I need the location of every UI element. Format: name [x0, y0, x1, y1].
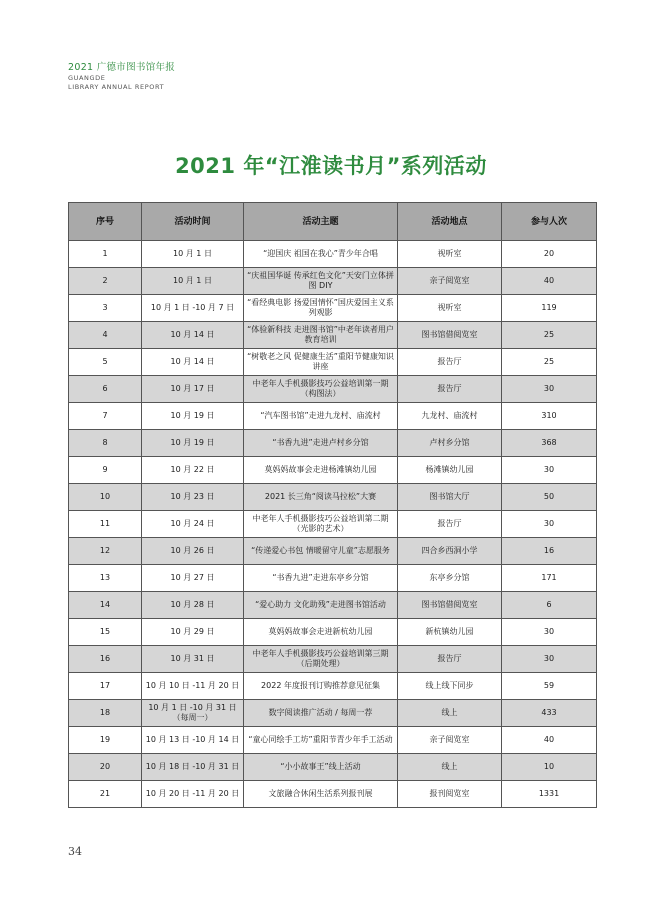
cell-count: 30 [502, 457, 597, 484]
cell-count: 30 [502, 646, 597, 673]
cell-count: 59 [502, 673, 597, 700]
cell-place: 亲子阅览室 [398, 727, 502, 754]
cell-count: 25 [502, 349, 597, 376]
cell-time: 10 月 24 日 [142, 511, 244, 538]
cell-count: 310 [502, 403, 597, 430]
cell-theme: 文旅融合休闲生活系列报刊展 [244, 781, 398, 808]
cell-place: 九龙村、庙流村 [398, 403, 502, 430]
cell-number: 11 [69, 511, 142, 538]
cell-theme: 中老年人手机摄影技巧公益培训第三期（后期处理） [244, 646, 398, 673]
cell-number: 8 [69, 430, 142, 457]
cell-place: 视听室 [398, 295, 502, 322]
cell-place: 新杭镇幼儿园 [398, 619, 502, 646]
cell-place: 报告厅 [398, 349, 502, 376]
cell-number: 5 [69, 349, 142, 376]
cell-time: 10 月 20 日 -11 月 20 日 [142, 781, 244, 808]
table-row [69, 295, 597, 322]
cell-place: 亲子阅览室 [398, 268, 502, 295]
cell-number: 19 [69, 727, 142, 754]
activities-table [68, 202, 597, 808]
cell-number: 3 [69, 295, 142, 322]
table-row [69, 619, 597, 646]
cell-theme: 数字阅读推广活动 / 每周一荐 [244, 700, 398, 727]
cell-count: 40 [502, 727, 597, 754]
cell-count: 119 [502, 295, 597, 322]
cell-theme: “传递爱心书包 情暖留守儿童”志愿服务 [244, 538, 398, 565]
table-row [69, 511, 597, 538]
cell-number: 18 [69, 700, 142, 727]
cell-number: 20 [69, 754, 142, 781]
column-header-time: 活动时间 [142, 203, 244, 241]
cell-theme: 中老年人手机摄影技巧公益培训第一期（构图法） [244, 376, 398, 403]
cell-count: 50 [502, 484, 597, 511]
cell-number: 2 [69, 268, 142, 295]
cell-time: 10 月 10 日 -11 月 20 日 [142, 673, 244, 700]
cell-time: 10 月 19 日 [142, 403, 244, 430]
cell-time: 10 月 1 日 [142, 241, 244, 268]
cell-number: 1 [69, 241, 142, 268]
cell-place: 图书馆大厅 [398, 484, 502, 511]
table-row [69, 673, 597, 700]
cell-time: 10 月 13 日 -10 月 14 日 [142, 727, 244, 754]
table-row [69, 538, 597, 565]
cell-number: 17 [69, 673, 142, 700]
cell-theme: “汽车图书馆”走进九龙村、庙流村 [244, 403, 398, 430]
cell-time: 10 月 14 日 [142, 349, 244, 376]
cell-time: 10 月 23 日 [142, 484, 244, 511]
cell-place: 图书馆借阅览室 [398, 592, 502, 619]
cell-place: 图书馆借阅览室 [398, 322, 502, 349]
report-subtitle-line1: GUANGDE [68, 74, 106, 82]
cell-place: 报告厅 [398, 646, 502, 673]
column-header-number: 序号 [69, 203, 142, 241]
table-row [69, 727, 597, 754]
table-row [69, 403, 597, 430]
cell-place: 四合乡西洞小学 [398, 538, 502, 565]
table-row [69, 754, 597, 781]
table-header-row [69, 203, 597, 241]
cell-theme: 2021 长三角“阅读马拉松”大赛 [244, 484, 398, 511]
cell-count: 30 [502, 619, 597, 646]
cell-number: 13 [69, 565, 142, 592]
cell-number: 4 [69, 322, 142, 349]
cell-place: 杨滩镇幼儿园 [398, 457, 502, 484]
cell-number: 14 [69, 592, 142, 619]
cell-count: 1331 [502, 781, 597, 808]
table-row [69, 322, 597, 349]
cell-number: 10 [69, 484, 142, 511]
cell-count: 30 [502, 511, 597, 538]
cell-time: 10 月 18 日 -10 月 31 日 [142, 754, 244, 781]
table-row [69, 484, 597, 511]
cell-count: 20 [502, 241, 597, 268]
cell-time: 10 月 1 日 -10 月 31 日（每周一） [142, 700, 244, 727]
cell-count: 40 [502, 268, 597, 295]
cell-count: 368 [502, 430, 597, 457]
cell-time: 10 月 14 日 [142, 322, 244, 349]
cell-theme: “童心同绘手工坊”重阳节青少年手工活动 [244, 727, 398, 754]
cell-time: 10 月 22 日 [142, 457, 244, 484]
cell-theme: “树敬老之风 促健康生活”重阳节健康知识讲座 [244, 349, 398, 376]
cell-place: 东亭乡分馆 [398, 565, 502, 592]
table-row [69, 349, 597, 376]
table-row [69, 457, 597, 484]
cell-theme: 莫妈妈故事会走进杨滩镇幼儿园 [244, 457, 398, 484]
column-header-place: 活动地点 [398, 203, 502, 241]
cell-place: 报告厅 [398, 376, 502, 403]
cell-time: 10 月 31 日 [142, 646, 244, 673]
cell-count: 433 [502, 700, 597, 727]
cell-place: 报告厅 [398, 511, 502, 538]
cell-number: 7 [69, 403, 142, 430]
cell-theme: 莫妈妈故事会走进新杭幼儿园 [244, 619, 398, 646]
cell-place: 视听室 [398, 241, 502, 268]
page-number: 34 [68, 845, 82, 858]
cell-time: 10 月 1 日 -10 月 7 日 [142, 295, 244, 322]
cell-time: 10 月 17 日 [142, 376, 244, 403]
column-header-count: 参与人次 [502, 203, 597, 241]
cell-theme: “爱心助力 文化助残”走进图书馆活动 [244, 592, 398, 619]
table-row [69, 700, 597, 727]
cell-count: 6 [502, 592, 597, 619]
cell-place: 线上 [398, 700, 502, 727]
cell-count: 171 [502, 565, 597, 592]
table-row [69, 646, 597, 673]
cell-time: 10 月 27 日 [142, 565, 244, 592]
cell-theme: “小小故事王”线上活动 [244, 754, 398, 781]
table-row [69, 430, 597, 457]
table-row [69, 268, 597, 295]
cell-count: 10 [502, 754, 597, 781]
cell-theme: “庆祖国华诞 传承红色文化”天安门立体拼图 DIY [244, 268, 398, 295]
cell-theme: 2022 年度报刊订购推荐意见征集 [244, 673, 398, 700]
cell-place: 卢村乡分馆 [398, 430, 502, 457]
cell-time: 10 月 19 日 [142, 430, 244, 457]
page-title: 2021 年“江淮读书月”系列活动 [175, 154, 487, 178]
cell-number: 21 [69, 781, 142, 808]
cell-place: 线上线下同步 [398, 673, 502, 700]
cell-theme: “看经典电影 扬爱国情怀”国庆爱国主义系列观影 [244, 295, 398, 322]
column-header-theme: 活动主题 [244, 203, 398, 241]
cell-count: 30 [502, 376, 597, 403]
table-row [69, 376, 597, 403]
report-subtitle-line2: LIBRARY ANNUAL REPORT [68, 83, 165, 91]
cell-theme: “迎国庆 祖国在我心”青少年合唱 [244, 241, 398, 268]
cell-place: 线上 [398, 754, 502, 781]
cell-theme: “体验新科技 走进图书馆”中老年读者用户教育培训 [244, 322, 398, 349]
cell-number: 12 [69, 538, 142, 565]
cell-count: 16 [502, 538, 597, 565]
cell-theme: “书香九进”走进卢村乡分馆 [244, 430, 398, 457]
table-row [69, 565, 597, 592]
cell-time: 10 月 26 日 [142, 538, 244, 565]
cell-number: 6 [69, 376, 142, 403]
cell-number: 16 [69, 646, 142, 673]
cell-place: 报刊阅览室 [398, 781, 502, 808]
table-row [69, 241, 597, 268]
report-title: 2021 广德市图书馆年报 [68, 62, 176, 73]
cell-number: 9 [69, 457, 142, 484]
cell-time: 10 月 29 日 [142, 619, 244, 646]
cell-theme: 中老年人手机摄影技巧公益培训第二期（光影的艺术） [244, 511, 398, 538]
report-header [68, 62, 175, 92]
cell-time: 10 月 1 日 [142, 268, 244, 295]
cell-number: 15 [69, 619, 142, 646]
table-row [69, 781, 597, 808]
table-row [69, 592, 597, 619]
cell-count: 25 [502, 322, 597, 349]
cell-time: 10 月 28 日 [142, 592, 244, 619]
cell-theme: “书香九进”走进东亭乡分馆 [244, 565, 398, 592]
